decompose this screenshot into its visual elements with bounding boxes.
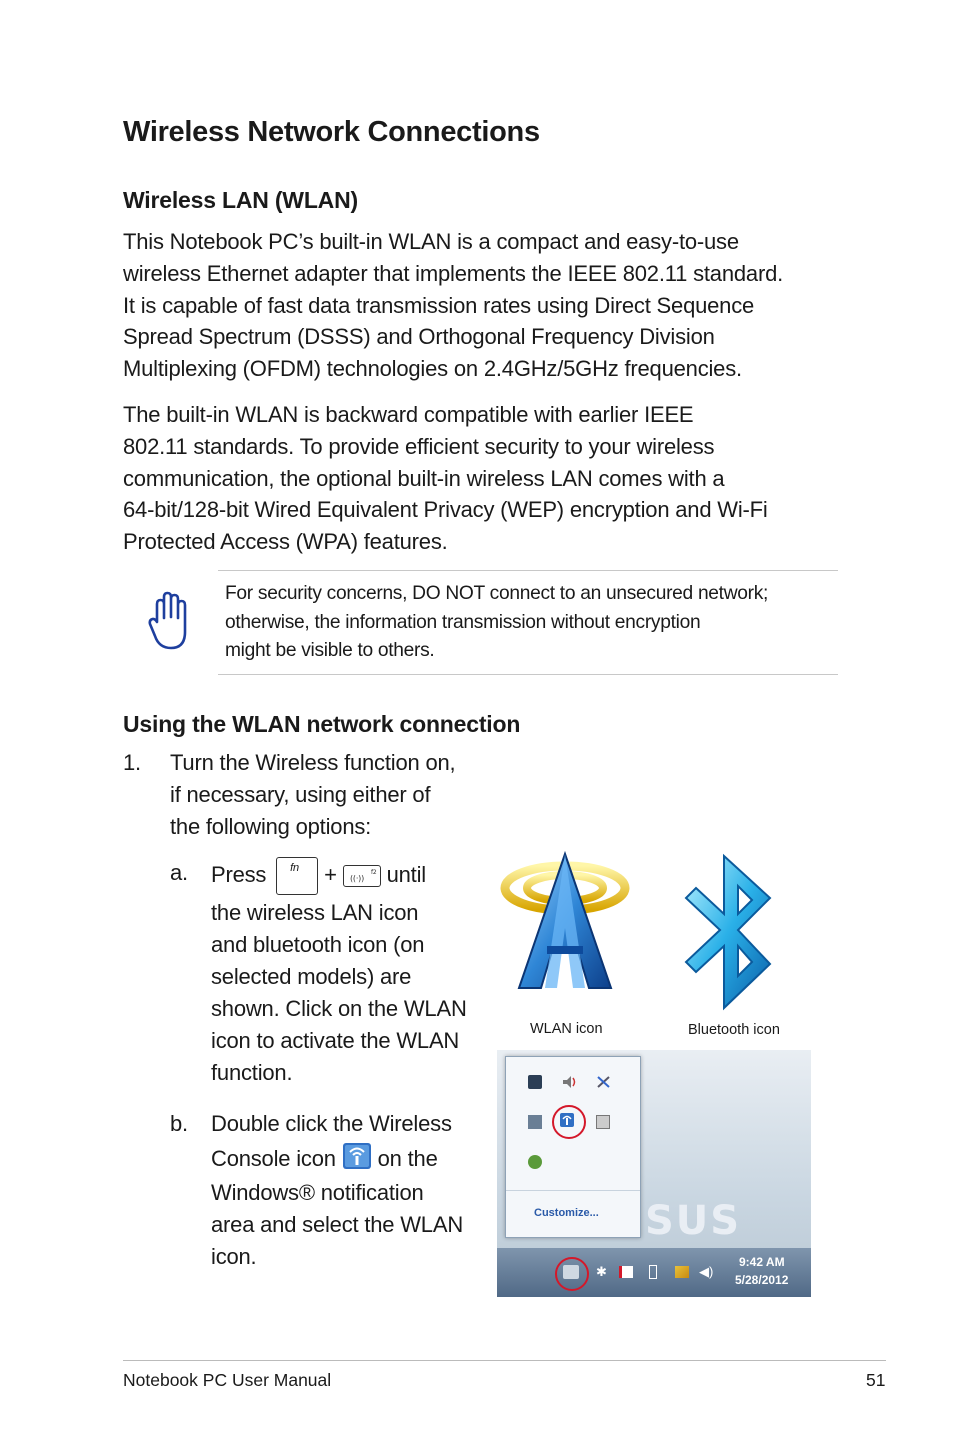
step-b-label: b. bbox=[170, 1111, 188, 1136]
step-b-text bbox=[211, 1108, 501, 1273]
step-a-text bbox=[211, 897, 491, 1089]
hand-warning-icon bbox=[147, 588, 193, 652]
display-icon[interactable] bbox=[528, 1115, 542, 1129]
paragraph-wlan-compat bbox=[123, 399, 863, 558]
note-text bbox=[225, 580, 850, 666]
taskbar bbox=[497, 1248, 811, 1297]
fn-key-icon bbox=[276, 857, 318, 895]
signal-icon[interactable] bbox=[675, 1266, 689, 1278]
page-title: Wireless Network Connections bbox=[123, 116, 540, 148]
text-line: shown. Click on the WLAN bbox=[211, 996, 467, 1021]
text-line: the wireless LAN icon bbox=[211, 900, 419, 925]
brand-logo: SUS bbox=[645, 1198, 742, 1244]
footer-rule bbox=[123, 1360, 886, 1361]
svg-text:f2: f2 bbox=[370, 869, 377, 876]
wireless-console-icon bbox=[342, 1142, 372, 1170]
text-line: communication, the optional built-in wireless LAN comes with a bbox=[123, 465, 725, 491]
wireless-key-icon bbox=[343, 865, 381, 887]
bluetooth-tray-icon[interactable]: ✱ bbox=[596, 1264, 607, 1279]
text-line: 802.11 standards. To provide efficient security to your wireless bbox=[123, 433, 715, 459]
text-line: otherwise, the information transmission without encryption bbox=[225, 611, 701, 633]
console-text: Console icon bbox=[211, 1146, 336, 1171]
press-text: Press bbox=[211, 861, 267, 887]
section-heading-using: Using the WLAN network connection bbox=[123, 711, 521, 737]
text-line: Multiplexing (OFDM) technologies on 2.4GHz/5GHz frequencies. bbox=[123, 356, 742, 382]
fn-key-label: fn bbox=[290, 862, 299, 874]
text-line: if necessary, using either of bbox=[170, 782, 431, 807]
paragraph-wlan-intro bbox=[123, 226, 863, 385]
step-a-press-line bbox=[211, 857, 426, 895]
volume-icon[interactable] bbox=[562, 1075, 576, 1089]
note-bottom-rule bbox=[218, 674, 838, 675]
text-line: and bluetooth icon (on bbox=[211, 932, 425, 957]
wlan-icon-caption: WLAN icon bbox=[530, 1021, 603, 1037]
speaker-icon[interactable]: ◀) bbox=[699, 1264, 714, 1279]
tray-overflow-popup bbox=[505, 1056, 641, 1238]
text-line: Windows® notification bbox=[211, 1180, 424, 1205]
action-center-icon[interactable] bbox=[619, 1266, 633, 1278]
text-line: might be visible to others. bbox=[225, 640, 435, 661]
text-line: For security concerns, DO NOT connect to an unsecured network; bbox=[225, 583, 769, 604]
text-line: Double click the Wireless bbox=[211, 1111, 452, 1136]
bluetooth-icon bbox=[672, 852, 792, 1012]
tools-icon[interactable] bbox=[596, 1075, 610, 1089]
page-number: 51 bbox=[866, 1370, 886, 1390]
text-line: area and select the WLAN bbox=[211, 1212, 464, 1237]
text-line: the following options: bbox=[170, 814, 372, 839]
show-hidden-icons-button[interactable] bbox=[563, 1265, 579, 1279]
svg-text:((·)): ((·)) bbox=[349, 874, 364, 883]
footer-manual-title: Notebook PC User Manual bbox=[123, 1370, 332, 1390]
popup-divider bbox=[506, 1190, 640, 1191]
text-line: This Notebook PC’s built-in WLAN is a compact and easy-to-use bbox=[123, 229, 739, 254]
text-line: icon to activate the WLAN bbox=[211, 1028, 460, 1053]
bluetooth-icon-caption: Bluetooth icon bbox=[688, 1022, 780, 1038]
text-line: function. bbox=[211, 1060, 293, 1085]
step-a-label: a. bbox=[170, 860, 188, 885]
text-line: Spread Spectrum (DSSS) and Orthogonal Frequency Division bbox=[123, 324, 715, 350]
step-1-text bbox=[170, 747, 500, 843]
text-line: Turn the Wireless function on, bbox=[170, 750, 456, 775]
on-the-text: on the bbox=[377, 1146, 438, 1171]
update-icon[interactable] bbox=[528, 1155, 542, 1169]
note-top-rule bbox=[218, 570, 838, 571]
text-line: selected models) are bbox=[211, 964, 412, 989]
clock-time[interactable]: 9:42 AM bbox=[739, 1255, 785, 1269]
network-icon[interactable] bbox=[528, 1075, 542, 1089]
clock-date[interactable]: 5/28/2012 bbox=[735, 1273, 789, 1287]
text-line: It is capable of fast data transmission rates using Direct Sequence bbox=[123, 292, 755, 318]
customize-link[interactable]: Customize... bbox=[534, 1207, 599, 1219]
section-heading-wlan: Wireless LAN (WLAN) bbox=[123, 187, 358, 213]
plus-sign: + bbox=[324, 861, 337, 887]
battery-icon[interactable] bbox=[649, 1265, 657, 1279]
step-number-1: 1. bbox=[123, 750, 141, 775]
device-icon[interactable] bbox=[596, 1115, 610, 1129]
text-line: icon. bbox=[211, 1244, 257, 1269]
text-line bbox=[211, 1142, 501, 1175]
text-line: The built-in WLAN is backward compatible with earlier IEEE bbox=[123, 402, 694, 427]
text-line: 64-bit/128-bit Wired Equivalent Privacy (WEP) encryption and Wi-Fi bbox=[123, 497, 768, 523]
text-line: wireless Ethernet adapter that implements the IEEE 802.11 standard. bbox=[123, 260, 784, 286]
text-line: Protected Access (WPA) features. bbox=[123, 529, 448, 555]
until-text: until bbox=[386, 861, 426, 887]
notification-area-screenshot bbox=[497, 1050, 811, 1297]
wlan-tower-icon bbox=[497, 848, 637, 1018]
wireless-console-tray-icon[interactable] bbox=[560, 1113, 574, 1127]
